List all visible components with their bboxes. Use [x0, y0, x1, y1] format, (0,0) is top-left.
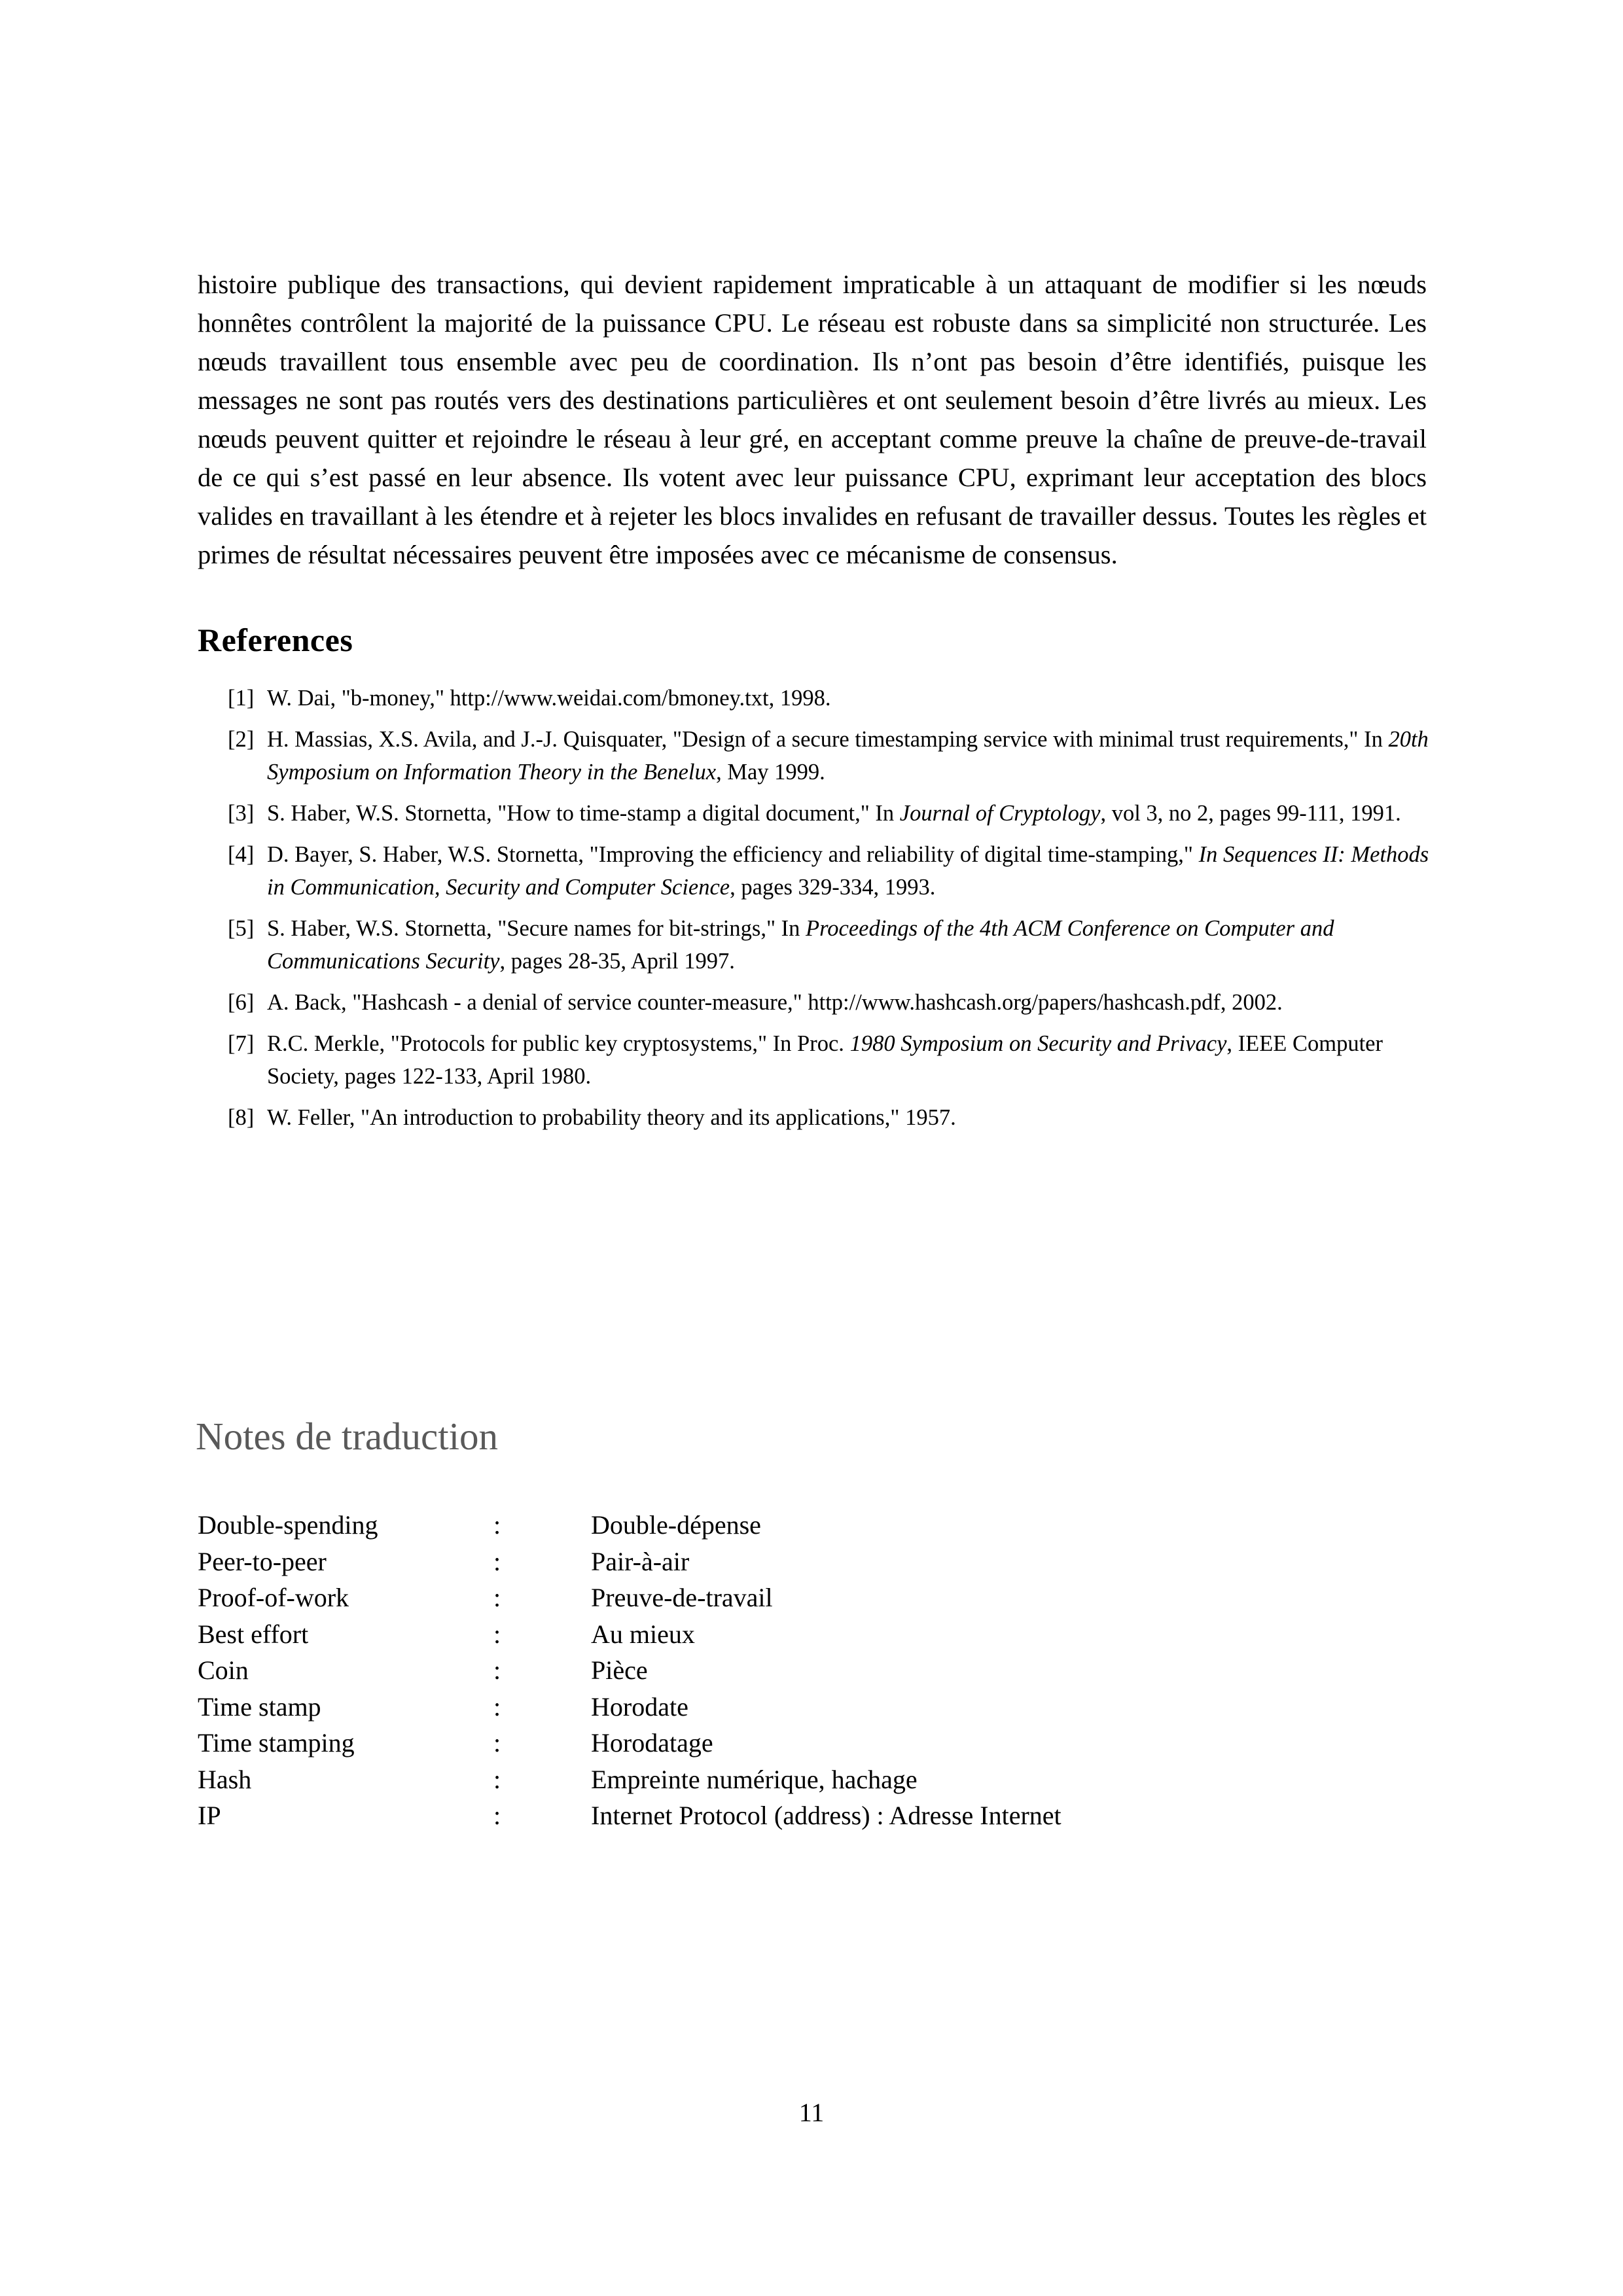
notes-heading: Notes de traduction — [196, 1415, 499, 1458]
glossary-table — [198, 1507, 1245, 1834]
reference-text — [267, 801, 1401, 826]
reference-text-part: , May 1999. — [716, 760, 825, 785]
glossary-term: Time stamp — [198, 1691, 321, 1722]
glossary-translation: Internet Protocol (address) : Adresse Internet — [591, 1801, 1061, 1830]
reference-number: [6] — [228, 990, 255, 1015]
reference-italic: Journal of Cryptology — [899, 801, 1101, 826]
glossary-term: Hash — [198, 1764, 252, 1794]
glossary-translation: Double-dépense — [591, 1510, 761, 1540]
reference-number: [7] — [228, 1031, 255, 1056]
reference-item — [228, 682, 1440, 715]
reference-italic: Proceedings of the 4th ACM Conference on Computer and Communications Security — [267, 916, 1334, 974]
reference-number: [1] — [228, 686, 255, 711]
references-heading: References — [198, 622, 353, 658]
glossary-separator: : — [493, 1728, 501, 1757]
glossary-translation: Empreinte numérique, hachage — [591, 1764, 918, 1794]
reference-text-part: S. Haber, W.S. Stornetta, "How to time-stamp a digital document," In — [267, 801, 900, 826]
glossary-term: Coin — [198, 1655, 249, 1685]
glossary-separator: : — [493, 1655, 501, 1685]
page-number: 11 — [798, 2098, 825, 2127]
glossary-separator: : — [493, 1801, 501, 1830]
reference-text-part: , IEEE Computer Society, pages 122-133, April 1980. — [267, 1031, 1383, 1089]
reference-text-part: H. Massias, X.S. Avila, and J.-J. Quisquater, "Design of a secure timestamping service with minimal trust requirements," In — [267, 727, 1389, 752]
glossary-translation: Horodatage — [591, 1728, 713, 1757]
glossary-translation: Preuve-de-travail — [591, 1583, 773, 1612]
reference-item — [228, 838, 1440, 904]
reference-item — [228, 1027, 1440, 1093]
reference-italic: In Sequences II: Methods in Communication, Security and Computer Science — [267, 842, 1429, 900]
glossary-term: Double-spending — [198, 1510, 378, 1540]
intro-paragraph: histoire publique des transactions, qui devient rapidement impraticable à un attaquant de modifier si les nœuds honnêtes contrôlent la majorité de la puissance CPU. Le réseau est robuste dans sa simplicité non structurée. Les nœuds travaillent tous ensemble avec peu de coordination. Ils n’ont pas besoin d’être identifiés, puisque les messages ne sont pas routés vers des destinations particulières et ont seulement besoin d’être livrés au mieux. Les nœuds peuvent quitter et rejoindre le réseau à leur gré, en acceptant comme preuve la chaîne de preuve-de-travail de ce qui s’est passé en leur absence. Ils votent avec leur puissance CPU, exprimant leur acceptation des blocs valides en travaillant à les étendre et à rejeter les blocs invalides en refusant de travailler dessus. Toutes les règles et primes de résultat nécessaires peuvent être imposées avec ce mécanisme de consensus. — [198, 270, 1427, 569]
reference-number: [8] — [228, 1105, 255, 1130]
glossary-term: Peer-to-peer — [198, 1546, 327, 1576]
glossary-row — [198, 1616, 1245, 1653]
reference-text — [267, 842, 1429, 900]
glossary-separator: : — [493, 1546, 501, 1576]
reference-text — [267, 727, 1429, 785]
glossary-term: Best effort — [198, 1619, 309, 1649]
reference-item — [228, 912, 1440, 978]
glossary-row — [198, 1761, 1245, 1798]
reference-text-part: , pages 28-35, April 1997. — [499, 949, 735, 974]
glossary-separator: : — [493, 1583, 501, 1612]
reference-number: [4] — [228, 842, 255, 867]
reference-item — [228, 1101, 1440, 1134]
references-list — [228, 682, 1440, 1142]
glossary-translation: Horodate — [591, 1691, 688, 1722]
glossary-row — [198, 1797, 1245, 1834]
reference-item — [228, 986, 1440, 1019]
glossary-row — [198, 1652, 1245, 1689]
glossary-separator: : — [493, 1510, 501, 1540]
glossary-translation: Pair-à-air — [591, 1546, 690, 1576]
reference-text-part: R.C. Merkle, "Protocols for public key cryptosystems," In Proc. — [267, 1031, 850, 1056]
glossary-separator: : — [493, 1619, 501, 1649]
reference-text — [267, 990, 1283, 1015]
glossary-row — [198, 1689, 1245, 1725]
reference-text-part: W. Feller, "An introduction to probability theory and its applications," 1957. — [267, 1105, 956, 1130]
glossary-term: Proof-of-work — [198, 1583, 349, 1612]
reference-text — [267, 916, 1334, 974]
reference-text-part: S. Haber, W.S. Stornetta, "Secure names for bit-strings," In — [267, 916, 806, 941]
glossary-row — [198, 1725, 1245, 1761]
reference-text-part: , vol 3, no 2, pages 99-111, 1991. — [1100, 801, 1401, 826]
reference-text-part: A. Back, "Hashcash - a denial of service counter-measure," http://www.hashcash.org/papers/hashcash.pdf, 2002. — [267, 990, 1283, 1015]
reference-item — [228, 797, 1440, 830]
reference-text-part: D. Bayer, S. Haber, W.S. Stornetta, "Improving the efficiency and reliability of digital time-stamping," — [267, 842, 1199, 867]
reference-italic: 20th Symposium on Information Theory in the Benelux — [267, 727, 1429, 785]
glossary-row — [198, 1544, 1245, 1580]
reference-text-part: , pages 329-334, 1993. — [730, 875, 936, 900]
glossary-separator: : — [493, 1764, 501, 1794]
reference-number: [5] — [228, 916, 255, 941]
glossary-row — [198, 1580, 1245, 1616]
glossary-translation: Au mieux — [591, 1619, 695, 1649]
reference-text — [267, 1031, 1383, 1089]
reference-number: [2] — [228, 727, 255, 752]
reference-item — [228, 723, 1440, 788]
reference-number: [3] — [228, 801, 255, 826]
glossary-translation: Pièce — [591, 1655, 648, 1685]
reference-text-part: W. Dai, "b-money," http://www.weidai.com/bmoney.txt, 1998. — [267, 686, 831, 711]
reference-text — [267, 1105, 956, 1130]
glossary-separator: : — [493, 1691, 501, 1722]
glossary-term: IP — [198, 1801, 221, 1830]
reference-text — [267, 686, 830, 711]
glossary-row — [198, 1507, 1245, 1544]
glossary-term: Time stamping — [198, 1728, 355, 1757]
reference-italic: 1980 Symposium on Security and Privacy — [849, 1031, 1227, 1056]
